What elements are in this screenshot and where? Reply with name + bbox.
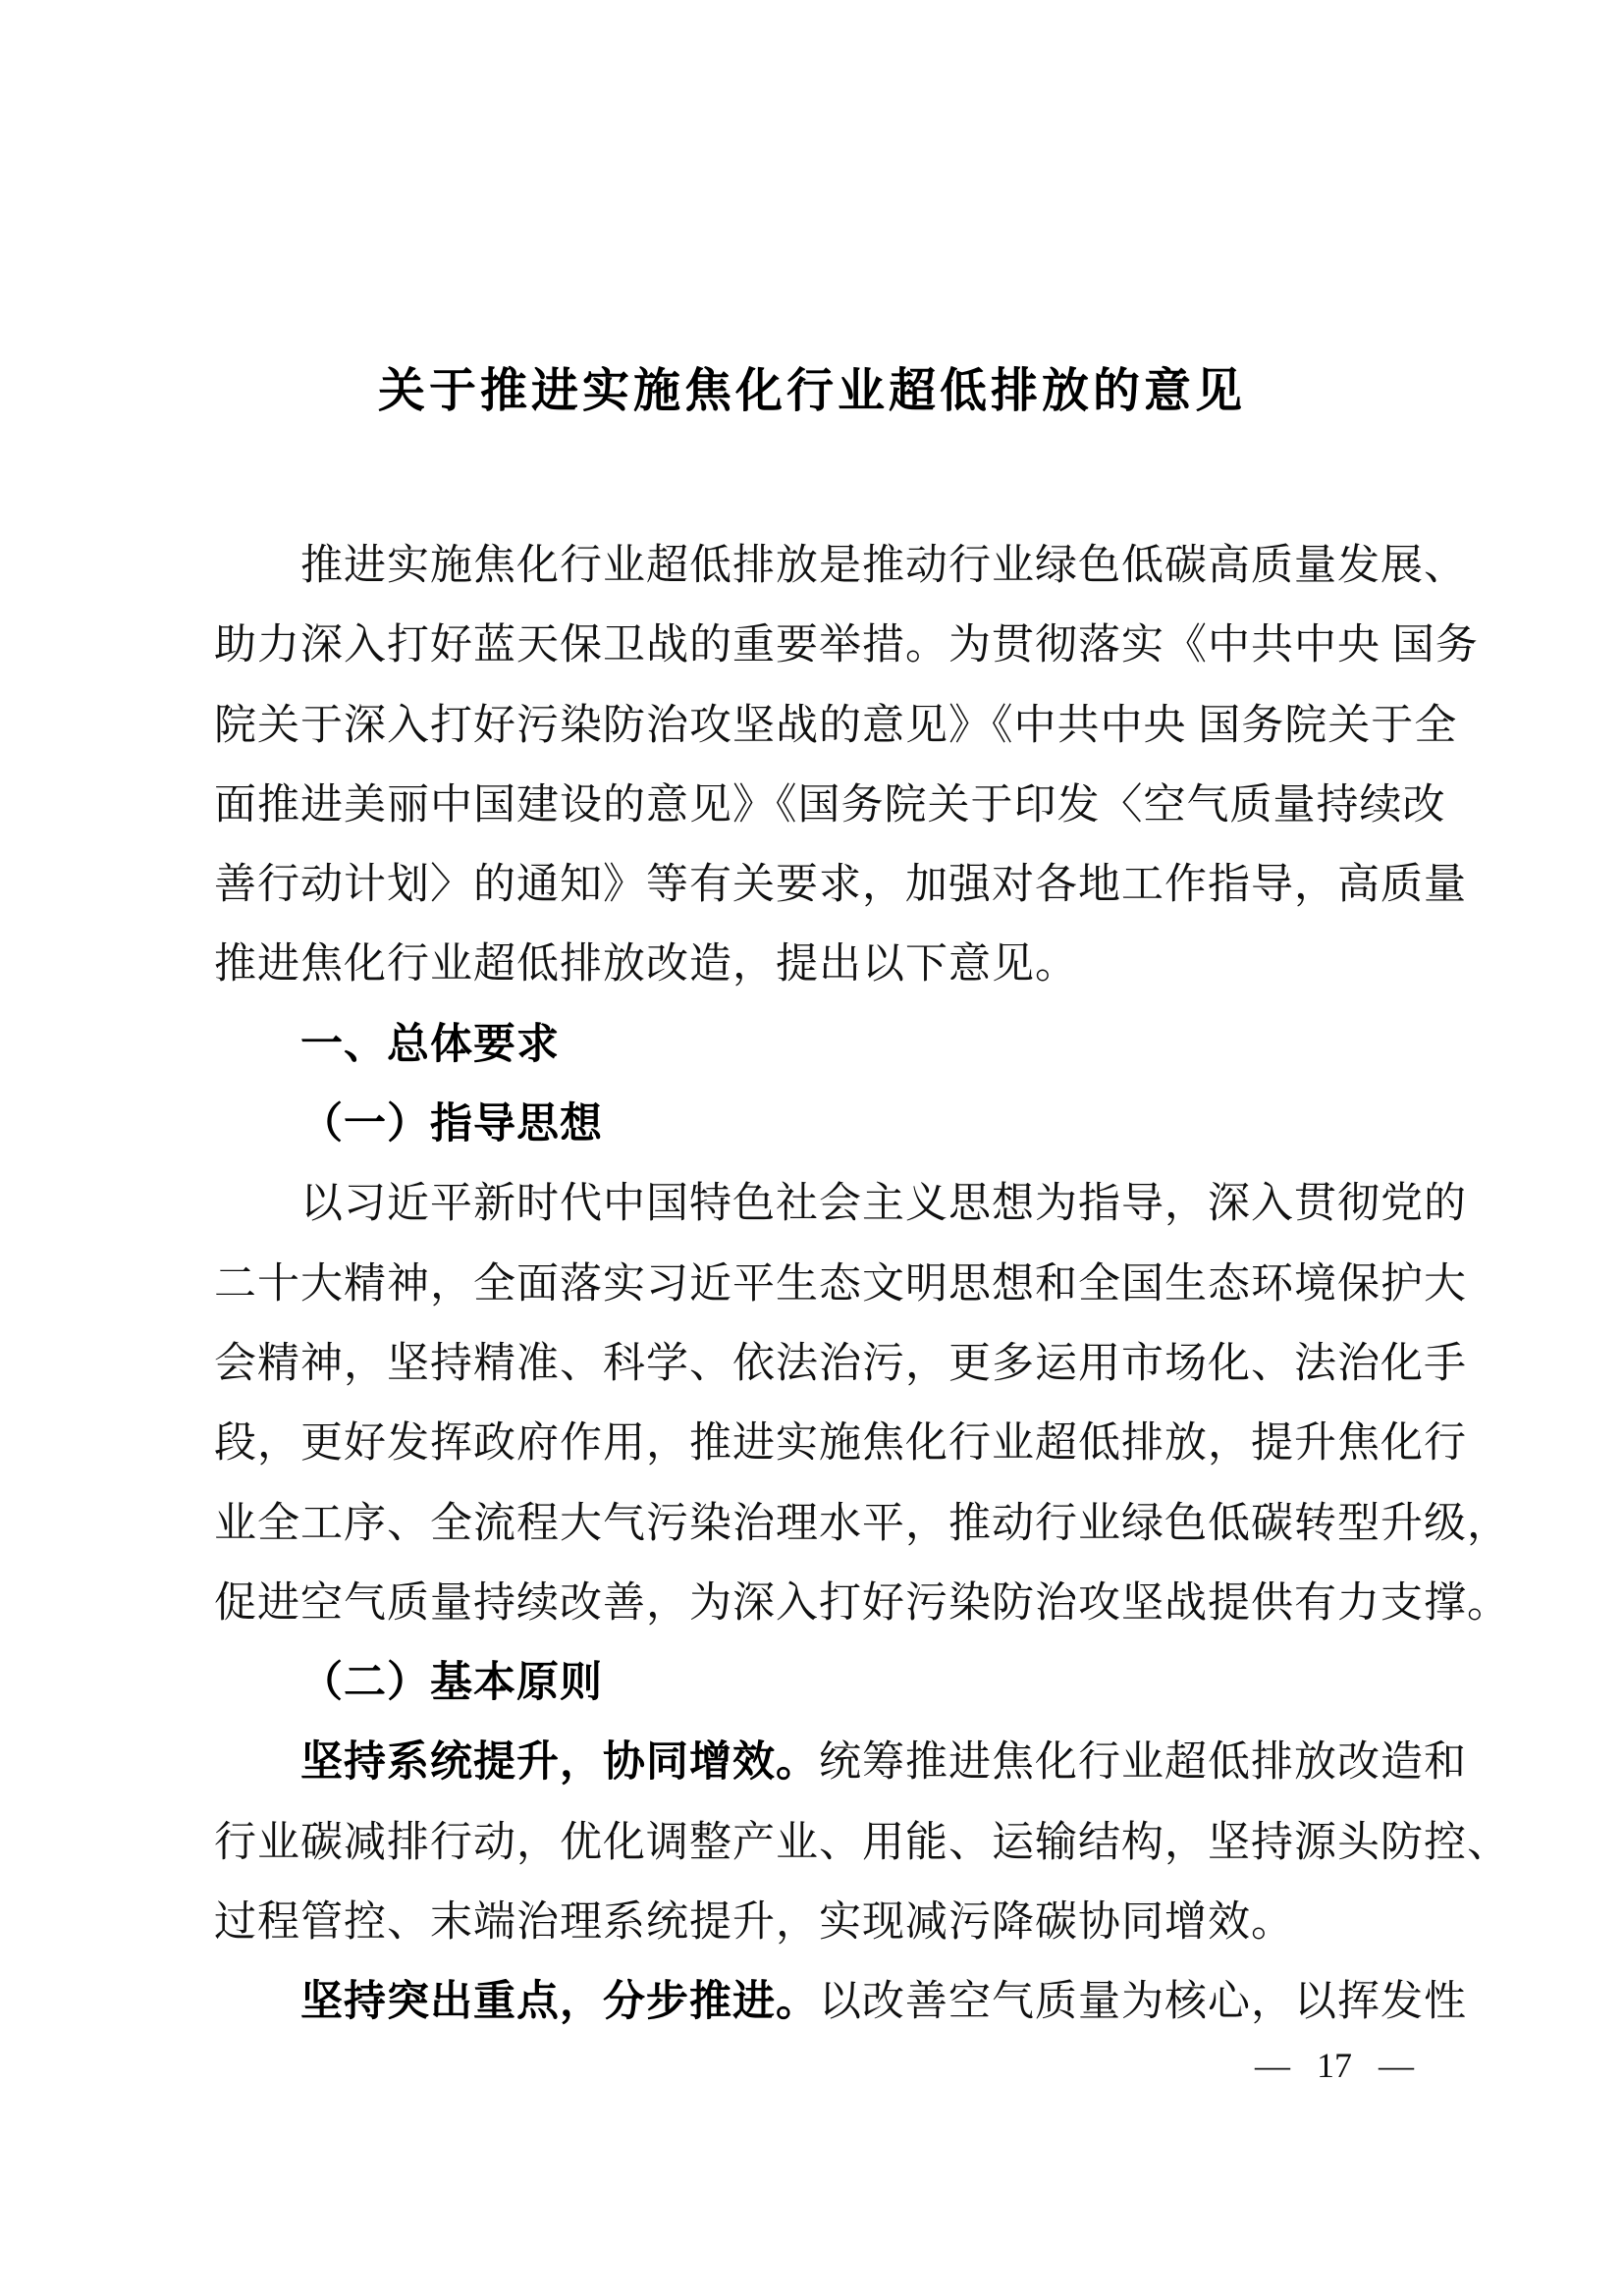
paragraph-text: 善行动计划〉的通知》等有关要求，加强对各地工作指导，高质量 <box>214 862 1467 909</box>
paragraph-line <box>214 1164 1467 1244</box>
paragraph-text: 段，更好发挥政府作用，推进实施焦化行业超低排放，提升焦化行 <box>214 1420 1467 1468</box>
paragraph-line <box>214 1803 1510 1883</box>
paragraph-text: 以改善空气质量为核心，以挥发性 <box>819 1979 1467 2026</box>
section-heading-text: 一、总体要求 <box>300 1020 560 1068</box>
paragraph-text: 推进焦化行业超低排放改造，提出以下意见。 <box>214 941 1078 988</box>
paragraph-text: 促进空气质量持续改善，为深入打好污染防治攻坚战提供有力支撑。 <box>214 1579 1510 1627</box>
paragraph-line <box>214 925 1416 1004</box>
paragraph-text: 业全工序、全流程大气污染治理水平，推动行业绿色低碳转型升级， <box>214 1500 1510 1547</box>
paragraph-text: 面推进美丽中国建设的意见》《国务院关于印发〈空气质量持续改 <box>214 781 1446 828</box>
paragraph-line <box>214 1883 1416 1962</box>
subsection-heading <box>214 1643 1416 1723</box>
paragraph-line <box>214 1723 1467 1802</box>
paragraph-text: 二十大精神，全面落实习近平生态文明思想和全国生态环境保护大 <box>214 1260 1467 1308</box>
subsection-heading <box>214 1085 1416 1164</box>
paragraph-text: 过程管控、末端治理系统提升，实现减污降碳协同增效。 <box>214 1899 1294 1947</box>
paragraph-line <box>214 1484 1510 1564</box>
paragraph-line <box>214 1962 1467 2042</box>
section-heading <box>214 1005 1416 1085</box>
paragraph-text: 会精神，坚持精准、科学、依法治污，更多运用市场化、法治化手 <box>214 1340 1467 1387</box>
paragraph-text: 行业碳减排行动，优化调整产业、用能、运输结构，坚持源头防控、 <box>214 1819 1510 1866</box>
paragraph-line <box>214 766 1446 845</box>
paragraph-line <box>214 686 1458 766</box>
paragraph-lead-bold: 坚持系统提升，协同增效。 <box>300 1739 819 1787</box>
paragraph-line <box>214 1404 1467 1483</box>
paragraph-line <box>214 526 1467 606</box>
document-title: 关于推进实施焦化行业超低排放的意见 <box>377 365 1246 417</box>
paragraph-line <box>214 845 1467 925</box>
document-body <box>214 526 1510 2043</box>
paragraph-text: 统筹推进焦化行业超低排放改造和 <box>819 1739 1467 1787</box>
paragraph-text: 以习近平新时代中国特色社会主义思想为指导，深入贯彻党的 <box>300 1181 1467 1228</box>
paragraph-text: 推进实施焦化行业超低排放是推动行业绿色低碳高质量发展、 <box>300 543 1467 589</box>
subsection-heading-text: （二）基本原则 <box>300 1660 603 1707</box>
paragraph-lead-bold: 坚持突出重点，分步推进。 <box>300 1979 819 2026</box>
paragraph-line <box>214 1324 1467 1404</box>
paragraph-line <box>214 1564 1510 1643</box>
paragraph-line <box>214 606 1479 685</box>
paragraph-line <box>214 1245 1467 1324</box>
page-number: — 17 — <box>1255 2046 1414 2085</box>
subsection-heading-text: （一）指导思想 <box>300 1101 603 1148</box>
paragraph-text: 助力深入打好蓝天保卫战的重要举措。为贯彻落实《中共中央 国务 <box>214 622 1479 669</box>
paragraph-text: 院关于深入打好污染防治攻坚战的意见》《中共中央 国务院关于全 <box>214 702 1458 749</box>
